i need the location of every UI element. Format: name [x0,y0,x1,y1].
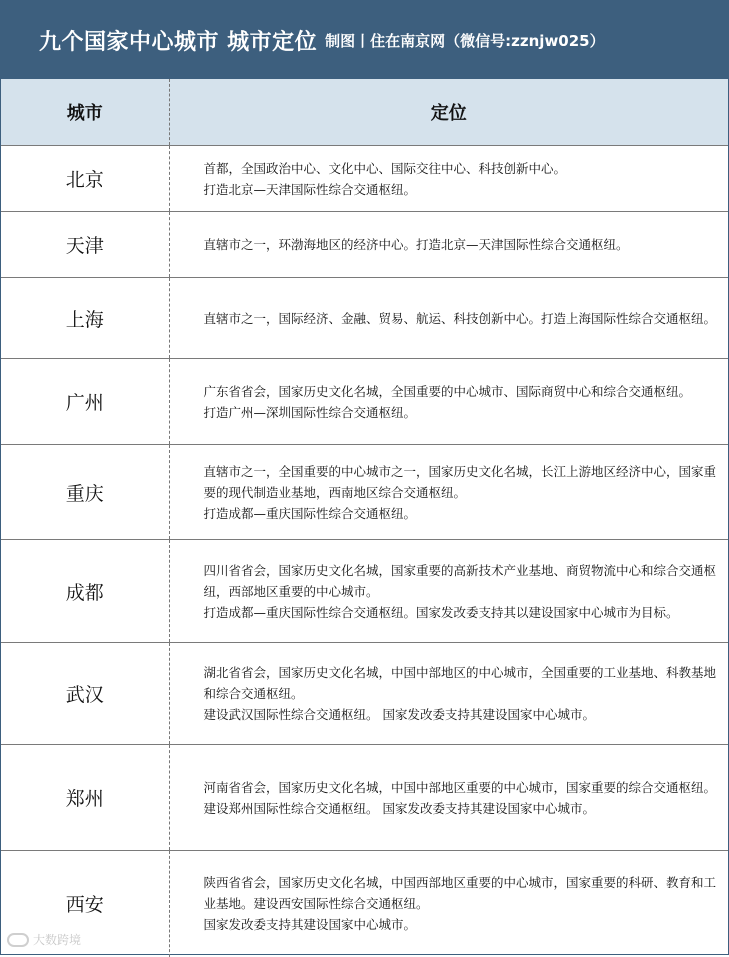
description-line: 湖北省省会，国家历史文化名城，中国中部地区的中心城市，全国重要的工业基地、科教基地和综合交通枢纽。 [203,665,717,701]
description-cell [169,146,728,212]
table-header-row [1,79,728,146]
description-cell [169,445,728,540]
table-row [1,212,728,278]
table-row [1,278,728,359]
description-cell [169,278,728,359]
description-line: 打造广州—深圳国际性综合交通枢纽。 [203,404,417,420]
city-cell: 天津 [1,212,169,278]
description-line: 打造成都—重庆国际性综合交通枢纽。国家发改委支持其以建设国家中心城市为目标。 [203,604,679,620]
description-cell [169,212,728,278]
watermark [7,931,81,948]
city-table [1,79,728,957]
credit-text: 制图丨住在南京网（微信号:zznjw025） [325,31,605,50]
description-line: 建设郑州国际性综合交通枢纽。 国家发改委支持其建设国家中心城市。 [203,800,595,816]
description-line: 四川省省会，国家历史文化名城，国家重要的高新技术产业基地、商贸物流中心和综合交通枢纽，西部地区重要的中心城市。 [203,562,717,599]
city-cell: 西安 [1,851,169,957]
city-cell: 重庆 [1,445,169,540]
table-row [1,745,728,851]
description-cell [169,359,728,445]
description-cell [169,745,728,851]
table-row [1,540,728,643]
description-line: 广东省省会，国家历史文化名城，全国重要的中心城市、国际商贸中心和综合交通枢纽。 [203,383,692,399]
description-cell [169,643,728,745]
table-row [1,643,728,745]
logo-icon [7,933,29,947]
table-row [1,851,728,957]
description-line: 陕西省省会，国家历史文化名城，中国西部地区重要的中心城市，国家重要的科研、教育和工业基地。建设西安国际性综合交通枢纽。 [203,875,717,912]
description-line: 打造北京—天津国际性综合交通枢纽。 [203,181,417,197]
table-row [1,445,728,540]
city-cell: 北京 [1,146,169,212]
column-header-city: 城市 [1,79,169,146]
city-cell: 成都 [1,540,169,643]
description-line: 首都，全国政治中心、文化中心、国际交往中心、科技创新中心。 [203,160,567,176]
description-line: 直辖市之一，环渤海地区的经济中心。打造北京—天津国际性综合交通枢纽。 [203,237,629,252]
city-cell: 郑州 [1,745,169,851]
city-cell: 上海 [1,278,169,359]
description-cell [169,540,728,643]
description-line: 国家发改委支持其建设国家中心城市。 [203,917,417,933]
description-line: 直辖市之一，全国重要的中心城市之一，国家历史文化名城，长江上游地区经济中心，国家重要的现代制造业基地，西南地区综合交通枢纽。 [203,463,717,500]
description-line: 打造成都—重庆国际性综合交通枢纽。 [203,505,417,521]
description-line: 建设武汉国际性综合交通枢纽。 国家发改委支持其建设国家中心城市。 [203,707,595,722]
watermark-text: 大数跨境 [33,933,82,947]
title-banner [1,1,728,79]
description-line: 直辖市之一，国际经济、金融、贸易、航运、科技创新中心。打造上海国际性综合交通枢纽。 [203,310,717,326]
description-cell [169,851,728,957]
column-header-positioning: 定位 [169,79,728,146]
table-row [1,146,728,212]
page-title: 九个国家中心城市 城市定位 [39,29,318,55]
table-row [1,359,728,445]
city-cell: 广州 [1,359,169,445]
city-cell: 武汉 [1,643,169,745]
description-line: 河南省省会，国家历史文化名城，中国中部地区重要的中心城市，国家重要的综合交通枢纽。 [203,779,717,795]
